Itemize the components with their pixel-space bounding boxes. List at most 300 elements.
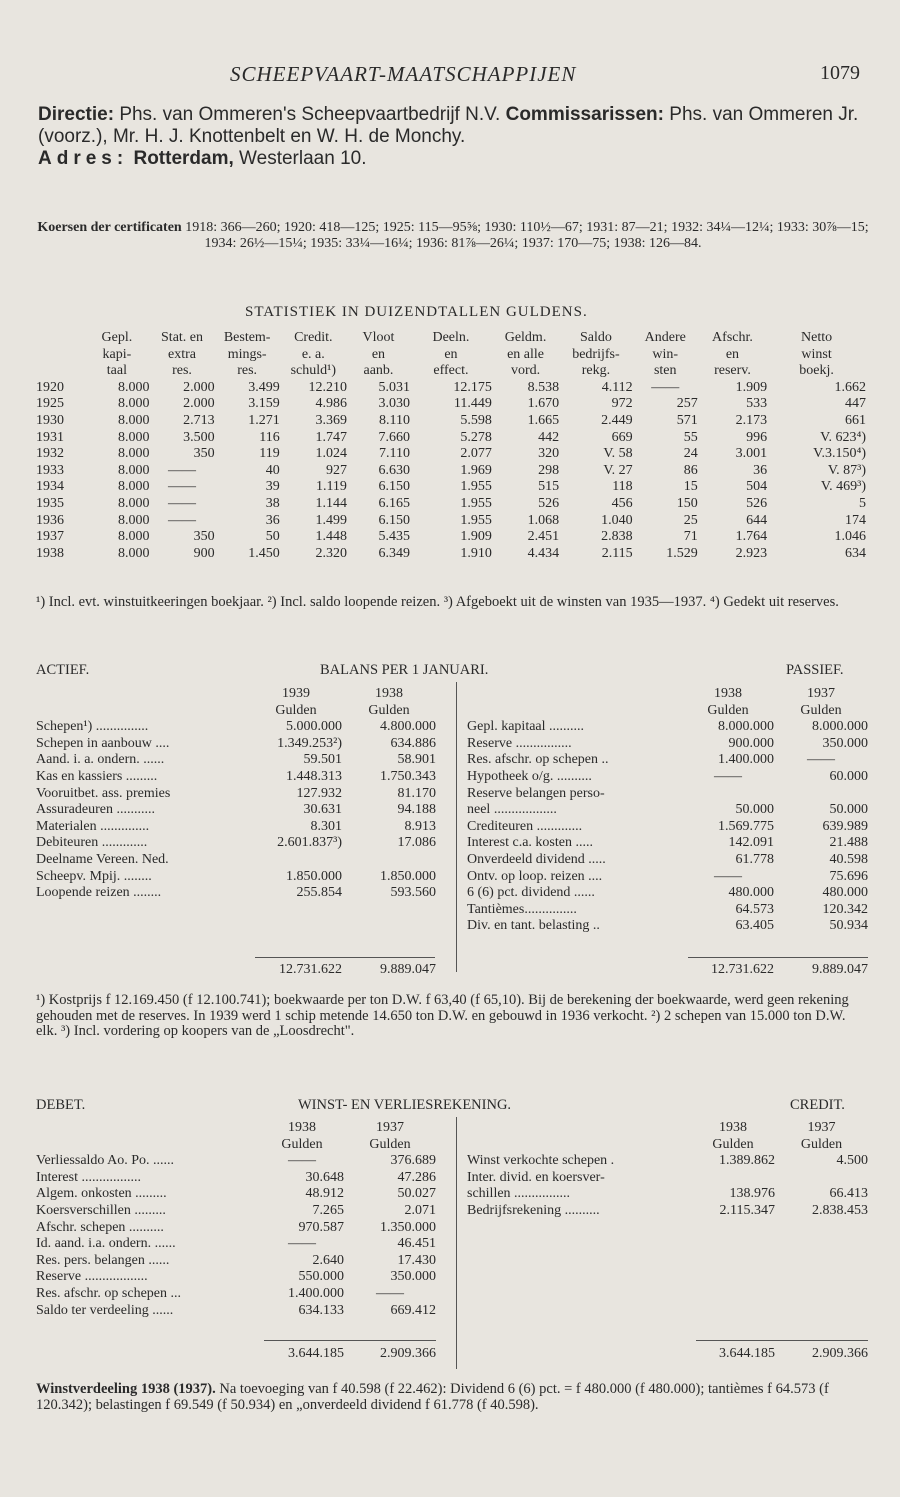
column-header <box>36 330 84 347</box>
value-cell: —— <box>168 512 197 528</box>
actief-total-rule <box>255 957 435 958</box>
ledger-label: Hypotheek o/g. .......... <box>467 768 592 784</box>
value-cell: 8.000 <box>117 529 150 545</box>
value-cell: 456 <box>611 495 633 511</box>
ledger-value: 75.696 <box>829 868 868 884</box>
table-row <box>36 430 866 447</box>
value-cell: 36 <box>265 512 280 528</box>
value-cell: 3.500 <box>183 429 215 445</box>
value-cell: 3.030 <box>378 396 410 412</box>
value-cell: 644 <box>746 512 768 528</box>
ledger-value: 46.451 <box>397 1236 436 1252</box>
ledger-value: 50.000 <box>829 802 868 818</box>
value-cell: 442 <box>538 429 560 445</box>
value-cell: 86 <box>683 462 698 478</box>
ledger-value: 61.778 <box>735 851 774 867</box>
ledger-value: 59.501 <box>303 752 342 768</box>
balans-title: BALANS PER 1 JANUARI. <box>320 662 489 678</box>
ledger-row <box>36 1186 436 1203</box>
ledger-row <box>36 736 436 753</box>
ledger-row <box>36 769 436 786</box>
value-cell: 2.449 <box>601 412 633 428</box>
ledger-row <box>467 752 868 769</box>
year-cell: 1932 <box>36 446 64 462</box>
value-cell: 1.665 <box>527 412 560 428</box>
table-header-row <box>36 363 866 380</box>
value-cell: 571 <box>676 412 698 428</box>
value-cell: 257 <box>676 396 698 412</box>
column-header: Deeln. <box>432 330 470 345</box>
ledger-value: 376.689 <box>390 1153 436 1169</box>
year-header: 1938 <box>288 1120 316 1135</box>
ledger-value: 17.430 <box>397 1252 436 1268</box>
value-cell: 1.955 <box>460 479 492 495</box>
ledger-value <box>774 786 868 803</box>
ledger-row <box>467 1153 868 1170</box>
column-header: effect. <box>433 363 469 379</box>
statistiek-footnote: ¹) Incl. evt. winstuitkeeringen boekjaar. ²) Incl. saldo loopende reizen. ³) Afgeboekt uit de winsten van 1935—1937. ⁴) Gedekt uit reserves. <box>36 594 839 610</box>
ledger-value: —— <box>714 868 742 884</box>
value-cell: 1.969 <box>460 462 492 478</box>
passief-total-rule <box>688 957 868 958</box>
adres-city: Rotterdam, <box>133 148 234 169</box>
value-cell: 2.713 <box>183 412 215 428</box>
column-header: en <box>371 346 386 362</box>
value-cell: 1.046 <box>834 529 866 545</box>
value-cell: 927 <box>325 462 347 478</box>
ledger-label: Aand. i. a. ondern. ...... <box>36 752 165 768</box>
ledger-value: 4.800.000 <box>380 719 436 735</box>
ledger-row <box>467 1203 868 1220</box>
value-cell: V. 58 <box>603 446 633 462</box>
ledger-value: 17.086 <box>397 835 436 851</box>
value-cell: 320 <box>538 446 560 462</box>
ledger-label: 6 (6) pct. dividend ...... <box>467 885 595 901</box>
value-cell: 7.110 <box>378 446 410 462</box>
year-cell: 1933 <box>36 462 64 478</box>
value-cell: 7.660 <box>378 429 410 445</box>
value-cell: 1.450 <box>248 545 280 561</box>
value-cell: 1.024 <box>315 446 347 462</box>
actief-total-a: 12.731.622 <box>279 962 342 977</box>
ledger-label: Bedrijfsrekening .......... <box>467 1202 600 1218</box>
value-cell: 1.119 <box>315 479 347 495</box>
ledger-label: Gepl. kapitaal .......... <box>467 719 585 735</box>
unit-header: Gulden <box>275 702 317 718</box>
passief-total-a: 12.731.622 <box>711 962 774 977</box>
adres-label: Adres: <box>38 148 129 169</box>
debet-total-rule <box>264 1340 436 1341</box>
ledger-value: 64.573 <box>735 901 774 917</box>
koersen-paragraph <box>36 220 870 252</box>
value-cell: 2.320 <box>315 545 347 561</box>
directie-text: Phs. van Ommeren's Scheepvaartbedrijf N.V. <box>119 104 501 125</box>
column-header: winst <box>801 346 832 362</box>
column-header: sten <box>653 363 677 379</box>
column-header: vord. <box>510 363 541 379</box>
value-cell: 3.499 <box>248 379 280 395</box>
ledger-value: 255.854 <box>296 885 342 901</box>
ledger-label: Koersverschillen ......... <box>36 1202 166 1218</box>
value-cell: 8.000 <box>117 462 150 478</box>
value-cell: —— <box>651 379 680 395</box>
value-cell: 350 <box>193 529 215 545</box>
ledger-label: Reserve ................ <box>467 735 572 751</box>
value-cell: 71 <box>683 529 698 545</box>
year-header: 1938 <box>375 686 403 701</box>
year-cell: 1938 <box>36 545 64 561</box>
ledger-value: 2.115.347 <box>719 1202 775 1218</box>
year-header: 1937 <box>807 1120 836 1135</box>
value-cell: —— <box>168 479 197 495</box>
value-cell: 504 <box>746 479 768 495</box>
winst-divider <box>456 1117 457 1369</box>
page-number: 1079 <box>820 62 860 84</box>
table-row <box>36 463 866 480</box>
value-cell: 900 <box>193 545 215 561</box>
ledger-label: Res. pers. belangen ...... <box>36 1252 170 1268</box>
table-row <box>36 380 866 397</box>
ledger-value: 1.850.000 <box>286 868 342 884</box>
table-row <box>36 413 866 430</box>
value-cell: 1.662 <box>834 379 866 395</box>
credit-title: CREDIT. <box>790 1097 845 1113</box>
actief-total-b: 9.889.047 <box>380 962 436 977</box>
ledger-value: —— <box>376 1285 404 1301</box>
value-cell: 526 <box>746 495 768 511</box>
ledger-label: Verliessaldo Ao. Po. ...... <box>36 1153 175 1169</box>
value-cell: 38 <box>265 495 280 511</box>
ledger-value: 2.838.453 <box>812 1202 868 1218</box>
ledger-label: Reserve belangen perso- <box>467 785 605 801</box>
winstverdeeling-paragraph <box>36 1382 870 1413</box>
value-cell: 12.210 <box>308 379 347 395</box>
value-cell: 116 <box>259 429 280 445</box>
balans-footnote: ¹) Kostprijs f 12.169.450 (f 12.100.741); boekwaarde per ton D.W. f 63,40 (f 65,10). Bij de berekening der boekwaarde, werd geen rekening gehouden met de reserves. In 1939 werd 1 schip metende 14.650 ton D.W. en gebouwd in 1936 verkocht. ²) 2 schepen van 15.000 ton D.W. elk. ³) Incl. vordering op koopers van de „Loosdrecht". <box>36 992 849 1039</box>
value-cell: 8.000 <box>117 429 150 445</box>
column-header: en <box>725 346 740 362</box>
table-header-row <box>36 330 866 347</box>
table-row <box>36 496 866 513</box>
column-header: en alle <box>507 346 544 362</box>
value-cell: 3.369 <box>315 412 347 428</box>
column-header <box>36 347 84 364</box>
ledger-value: 4.500 <box>836 1153 868 1169</box>
value-cell: 8.000 <box>117 495 150 511</box>
column-header: Saldo <box>579 330 612 345</box>
ledger-value: 5.000.000 <box>286 719 342 735</box>
ledger-row <box>467 802 868 819</box>
column-header: mings- <box>227 346 267 362</box>
column-header: Gepl. <box>101 330 133 345</box>
value-cell: 4.112 <box>601 379 633 395</box>
ledger-label: Schepen in aanbouw .... <box>36 735 170 751</box>
unit-header: Gulden <box>800 702 842 718</box>
ledger-label: Vooruitbet. ass. premies <box>36 785 171 801</box>
ledger-row <box>36 869 436 886</box>
ledger-label: Kas en kassiers ......... <box>36 768 158 784</box>
ledger-label: neel .................. <box>467 802 557 818</box>
value-cell: 150 <box>676 495 698 511</box>
ledger-value: 970.587 <box>298 1219 344 1235</box>
value-cell: 526 <box>538 495 560 511</box>
value-cell: 1.764 <box>735 529 768 545</box>
value-cell: 39 <box>265 479 280 495</box>
ledger-value: 350.000 <box>390 1269 436 1285</box>
value-cell: 174 <box>845 512 866 528</box>
year-cell: 1930 <box>36 412 64 428</box>
column-header: Netto <box>801 330 833 345</box>
column-header: boekj. <box>799 363 834 379</box>
ledger-row <box>36 1269 436 1286</box>
ledger-row <box>36 1236 436 1253</box>
ledger-label: Res. afschr. op schepen .. <box>467 752 609 768</box>
value-cell: 5 <box>859 495 866 511</box>
value-cell: 1.448 <box>315 529 347 545</box>
ledger-value <box>691 1170 775 1187</box>
year-cell: 1920 <box>36 379 64 395</box>
koersen-label: Koersen der certificaten <box>37 220 182 235</box>
ledger-label: Winst verkochte schepen . <box>467 1153 615 1169</box>
ledger-value: 120.342 <box>822 901 868 917</box>
value-cell: 350 <box>193 446 215 462</box>
ledger-value: 1.850.000 <box>380 868 436 884</box>
ledger-row <box>36 752 436 769</box>
value-cell: V. 623⁴) <box>820 429 866 445</box>
value-cell: 8.000 <box>117 512 150 528</box>
value-cell: 1.955 <box>460 495 492 511</box>
passief-total-b: 9.889.047 <box>812 962 868 977</box>
ledger-label: Div. en tant. belasting .. <box>467 918 600 934</box>
value-cell: 1.068 <box>527 512 560 528</box>
column-header: res. <box>172 363 192 379</box>
value-cell: 50 <box>265 529 280 545</box>
ledger-label: Reserve .................. <box>36 1269 148 1285</box>
column-header: e. a. <box>301 346 325 362</box>
value-cell: 8.000 <box>117 412 150 428</box>
ledger-value: 1.400.000 <box>288 1285 344 1301</box>
value-cell: 2.077 <box>460 446 492 462</box>
actief-title: ACTIEF. <box>36 662 90 678</box>
column-header: bedrijfs- <box>572 346 620 362</box>
unit-header: Gulden <box>368 702 410 718</box>
value-cell: 15 <box>683 479 698 495</box>
column-header: res. <box>237 363 258 379</box>
ledger-value: 21.488 <box>829 835 868 851</box>
value-cell: 1.670 <box>527 396 560 412</box>
ledger-value: 634.133 <box>298 1302 344 1318</box>
running-header-title: SCHEEPVAART-MAATSCHAPPIJEN <box>230 62 577 86</box>
value-cell: 8.000 <box>117 446 150 462</box>
value-cell: 2.115 <box>601 545 633 561</box>
ledger-row <box>36 1220 436 1237</box>
column-header: taal <box>106 363 127 379</box>
ledger-value: 2.640 <box>312 1252 344 1268</box>
value-cell: 6.150 <box>378 512 410 528</box>
year-header: 1937 <box>376 1120 404 1135</box>
value-cell: 55 <box>683 429 698 445</box>
unit-header: Gulden <box>800 1136 843 1152</box>
column-header: win- <box>652 346 679 362</box>
column-header: aanb. <box>363 363 394 379</box>
value-cell: V. 27 <box>603 462 633 478</box>
statistiek-table <box>36 330 866 562</box>
ledger-row <box>467 719 868 736</box>
credit-total-rule <box>696 1340 868 1341</box>
column-header: Vloot <box>362 330 395 345</box>
value-cell: 2.923 <box>735 545 768 561</box>
ledger-label: Interest c.a. kosten ..... <box>467 835 593 851</box>
ledger-value: 66.413 <box>829 1186 868 1202</box>
ledger-value: 900.000 <box>728 735 774 751</box>
value-cell: 4.986 <box>315 396 347 412</box>
ledger-row <box>36 1153 436 1170</box>
ledger-value: 480.000 <box>728 885 774 901</box>
value-cell: 3.001 <box>735 446 768 462</box>
value-cell: 8.000 <box>117 479 150 495</box>
credit-table <box>467 1120 868 1220</box>
winstverdeeling-text: Na toevoeging van f 40.598 (f 22.462): Dividend 6 (6) pct. = f 480.000 (f 480.000); tantièmes f 64.573 (f 120.342); belastingen f 69.549 (f 50.934) en „onverdeeld dividend f 61.778 (f 40.598). <box>36 1381 829 1413</box>
value-cell: 661 <box>845 412 866 428</box>
ledger-value: 30.631 <box>303 802 342 818</box>
column-header: Bestem- <box>223 330 271 345</box>
value-cell: 2.000 <box>183 396 215 412</box>
column-header: reserv. <box>714 363 751 379</box>
ledger-value: —— <box>807 752 835 768</box>
value-cell: 669 <box>611 429 633 445</box>
table-row <box>36 446 866 463</box>
value-cell: 515 <box>538 479 560 495</box>
ledger-row <box>36 819 436 836</box>
value-cell: 1.271 <box>248 412 280 428</box>
ledger-value: 40.598 <box>829 851 868 867</box>
value-cell: 1.040 <box>601 512 633 528</box>
column-header: Stat. en <box>161 330 204 345</box>
ledger-value: 1.389.862 <box>719 1153 775 1169</box>
value-cell: 118 <box>612 479 633 495</box>
value-cell: 533 <box>746 396 768 412</box>
ledger-value: 1.569.775 <box>718 818 774 834</box>
table-row <box>36 513 866 530</box>
ledger-value: 7.265 <box>312 1202 344 1218</box>
column-header: Credit. <box>294 330 333 345</box>
value-cell: 8.110 <box>378 412 410 428</box>
ledger-value: —— <box>714 768 742 784</box>
ledger-value <box>250 852 342 869</box>
ledger-value: 50.934 <box>829 918 868 934</box>
ledger-row <box>36 1303 436 1320</box>
commissarissen-label: Commissarissen: <box>505 104 664 125</box>
ledger-value: 138.976 <box>729 1186 775 1202</box>
ledger-row <box>467 786 868 803</box>
debet-table <box>36 1120 436 1319</box>
value-cell: 5.031 <box>378 379 410 395</box>
value-cell: 8.000 <box>117 545 150 561</box>
ledger-row <box>36 835 436 852</box>
value-cell: 1.909 <box>460 529 492 545</box>
value-cell: V. 87³) <box>827 462 866 478</box>
value-cell: 1.529 <box>666 545 698 561</box>
ledger-label: Algem. onkosten ......... <box>36 1186 167 1202</box>
value-cell: 972 <box>611 396 633 412</box>
column-header: extra <box>168 346 196 362</box>
company-intro <box>38 104 868 170</box>
ledger-label: Debiteuren ............. <box>36 835 148 851</box>
year-cell: 1925 <box>36 396 64 412</box>
table-row <box>36 529 866 546</box>
value-cell: 634 <box>845 545 866 561</box>
passief-title: PASSIEF. <box>786 662 844 678</box>
value-cell: 6.165 <box>378 495 410 511</box>
value-cell: 8.000 <box>117 396 150 412</box>
ledger-value: 2.601.837³) <box>277 835 342 851</box>
ledger-value: 8.000.000 <box>718 719 774 735</box>
ledger-value: 1.349.253²) <box>277 735 342 751</box>
ledger-value: 142.091 <box>728 835 774 851</box>
ledger-value: 50.000 <box>735 802 774 818</box>
value-cell: 996 <box>746 429 768 445</box>
ledger-label: Interest ................. <box>36 1169 141 1185</box>
value-cell: 5.435 <box>378 529 410 545</box>
adres-street: Westerlaan 10. <box>239 148 367 169</box>
value-cell: 6.150 <box>378 479 410 495</box>
column-header: rekg. <box>581 363 611 379</box>
column-header: Andere <box>644 330 686 345</box>
value-cell: 298 <box>538 462 560 478</box>
ledger-row <box>36 1286 436 1303</box>
year-cell: 1935 <box>36 495 64 511</box>
unit-header: Gulden <box>369 1136 411 1152</box>
year-header: 1938 <box>714 686 742 701</box>
ledger-value: 8.913 <box>404 818 436 834</box>
value-cell: 12.175 <box>453 379 492 395</box>
ledger-label: Crediteuren ............. <box>467 818 583 834</box>
ledger-value: 350.000 <box>822 735 868 751</box>
ledger-row <box>467 902 868 919</box>
ledger-row <box>36 786 436 803</box>
ledger-value: —— <box>288 1153 316 1169</box>
column-header: schuld¹) <box>290 363 337 379</box>
ledger-value: 1.448.313 <box>286 768 342 784</box>
ledger-label: Id. aand. i.a. ondern. ...... <box>36 1236 176 1252</box>
value-cell: 24 <box>683 446 698 462</box>
value-cell: —— <box>168 462 197 478</box>
value-cell: V. 469³) <box>820 479 866 495</box>
value-cell: 1.144 <box>315 495 347 511</box>
ledger-value: 94.188 <box>397 802 436 818</box>
winstverdeeling-label: Winstverdeeling 1938 (1937). <box>36 1381 216 1397</box>
ledger-label: Res. afschr. op schepen ... <box>36 1285 182 1301</box>
ledger-label: Deelname Vereen. Ned. <box>36 851 169 867</box>
value-cell: 1.910 <box>460 545 492 561</box>
ledger-label: Ontv. op loop. reizen .... <box>467 868 603 884</box>
value-cell: 6.349 <box>378 545 410 561</box>
ledger-label: Saldo ter verdeeling ...... <box>36 1302 174 1318</box>
ledger-label: Afschr. schepen .......... <box>36 1219 164 1235</box>
table-row <box>36 546 866 563</box>
ledger-label: schillen ................ <box>467 1186 571 1202</box>
year-cell: 1936 <box>36 512 64 528</box>
koersen-text: 1918: 366—260; 1920: 418—125; 1925: 115—95⅝; 1930: 110½—67; 1931: 87—21; 1932: 34¼—12¼; 1933: 30⅞—15; 1934: 26½—15¼; 1935: 33¼—16¼; 1936: 81⅞—26¼; 1937: 170—75; 1938: 126—84. <box>185 220 869 251</box>
value-cell: 11.449 <box>453 396 492 412</box>
winst-title: WINST- EN VERLIESREKENING. <box>298 1097 512 1113</box>
ledger-value: 127.932 <box>296 785 342 801</box>
ledger-row <box>467 1170 868 1187</box>
ledger-value: 8.000.000 <box>812 719 868 735</box>
value-cell: 40 <box>265 462 280 478</box>
commissarissen-text: Phs. van Ommeren Jr. (voorz.), Mr. H. J. Knottenbelt en W. H. de Monchy. <box>38 104 859 147</box>
value-cell: V.3.150⁴) <box>813 446 866 462</box>
